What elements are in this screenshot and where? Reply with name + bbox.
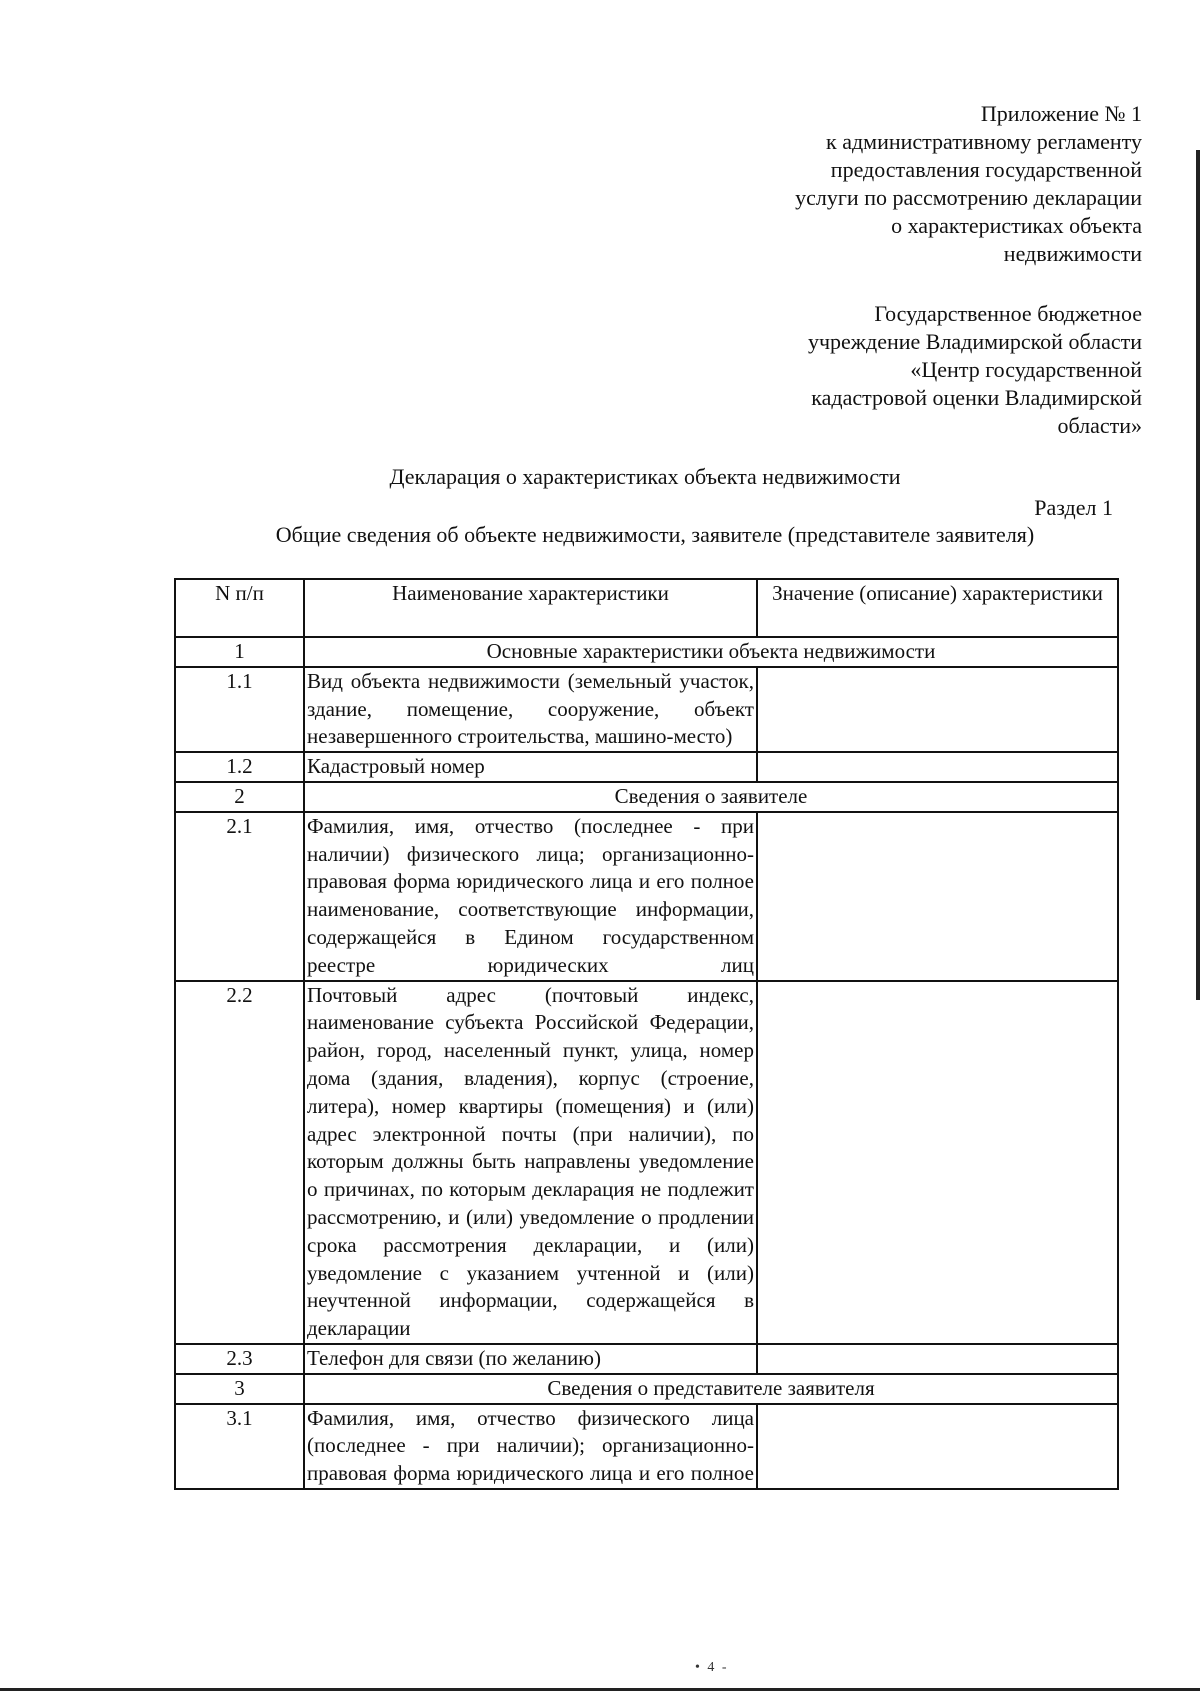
- table-header-row: [175, 579, 1118, 637]
- row-number: 3: [175, 1374, 304, 1404]
- header-characteristic: Наименование характеристики: [304, 579, 757, 637]
- appendix-line: Приложение № 1: [980, 101, 1142, 126]
- header-value: Значение (описание) характеристики: [757, 579, 1118, 637]
- section-heading: Сведения о представителе заявителя: [304, 1374, 1118, 1404]
- scan-edge-bottom: [0, 1688, 1200, 1691]
- table-row: [175, 667, 1118, 752]
- row-number: 2.2: [175, 981, 304, 1344]
- scan-edge-right: [1196, 150, 1200, 1000]
- table-row: [175, 812, 1118, 981]
- addressee-line: учреждение Владимирской области: [807, 329, 1142, 354]
- appendix-line: недвижимости: [1003, 241, 1142, 266]
- table-section-row: [175, 782, 1118, 812]
- section-subtitle: Общие сведения об объекте недвижимости, заявителе (представителе заявителя): [275, 522, 1035, 547]
- appendix-line: услуги по рассмотрению декларации: [795, 185, 1142, 210]
- row-number: 2.1: [175, 812, 304, 981]
- row-number: 2: [175, 782, 304, 812]
- addressee-line: Государственное бюджетное: [874, 301, 1142, 326]
- section-label: Раздел 1: [1034, 495, 1113, 520]
- row-description: Кадастровый номер: [304, 752, 757, 782]
- table-row: [175, 1404, 1118, 1489]
- appendix-line: к административному регламенту: [826, 129, 1142, 154]
- row-description: Вид объекта недвижимости (земельный участок, здание, помещение, сооружение, объект незавершенного строительства, машино-место): [304, 667, 757, 752]
- addressee-line: кадастровой оценки Владимирской: [811, 385, 1142, 410]
- row-number: 1: [175, 637, 304, 667]
- table-row: [175, 752, 1118, 782]
- row-value-cell[interactable]: [757, 752, 1118, 782]
- row-description: Почтовый адрес (почтовый индекс, наименование субъекта Российской Федерации, район, город, населенный пункт, улица, номер дома (здания, владения), корпус (строение, литера), номер квартиры (помещения) и (или) адрес электронной почты (при наличии), по которым должны быть направлены уведомление о причинах, по которым декларация не подлежит рассмотрению, и (или) уведомление о продлении срока рассмотрения декларации, и (или) уведомление с указанием учтенной и (или) неучтенной информации, содержащейся в декларации: [304, 981, 757, 1344]
- table-row: [175, 981, 1118, 1344]
- table-section-row: [175, 637, 1118, 667]
- addressee-block: [582, 300, 1142, 440]
- row-value-cell[interactable]: [757, 667, 1118, 752]
- row-number: 1.2: [175, 752, 304, 782]
- row-description: Фамилия, имя, отчество физического лица (последнее - при наличии); организационно-правовая форма юридического лица и его полное: [304, 1404, 757, 1489]
- row-value-cell[interactable]: [757, 1404, 1118, 1489]
- addressee-line: «Центр государственной: [910, 357, 1142, 382]
- row-number: 3.1: [175, 1404, 304, 1489]
- section-heading: Основные характеристики объекта недвижимости: [304, 637, 1118, 667]
- appendix-line: о характеристиках объекта: [891, 213, 1142, 238]
- declaration-table: [174, 578, 1119, 1490]
- row-value-cell[interactable]: [757, 812, 1118, 981]
- appendix-heading: [582, 100, 1142, 268]
- row-number: 1.1: [175, 667, 304, 752]
- row-number: 2.3: [175, 1344, 304, 1374]
- header-number: N п/п: [175, 579, 304, 637]
- row-value-cell[interactable]: [757, 1344, 1118, 1374]
- row-description: Телефон для связи (по желанию): [304, 1344, 757, 1374]
- table-row: [175, 1344, 1118, 1374]
- appendix-line: предоставления государственной: [830, 157, 1142, 182]
- table-section-row: [175, 1374, 1118, 1404]
- document-title: Декларация о характеристиках объекта недвижимости: [389, 464, 901, 489]
- addressee-line: области»: [1057, 413, 1142, 438]
- row-value-cell[interactable]: [757, 981, 1118, 1344]
- row-description: Фамилия, имя, отчество (последнее - при наличии) физического лица; организационно-правовая форма юридического лица и его полное наименование, соответствующие информации, содержащейся в Едином государственном реестре юридических лиц: [304, 812, 757, 981]
- page-number-mark: • 4 -: [695, 1660, 729, 1675]
- section-heading: Сведения о заявителе: [304, 782, 1118, 812]
